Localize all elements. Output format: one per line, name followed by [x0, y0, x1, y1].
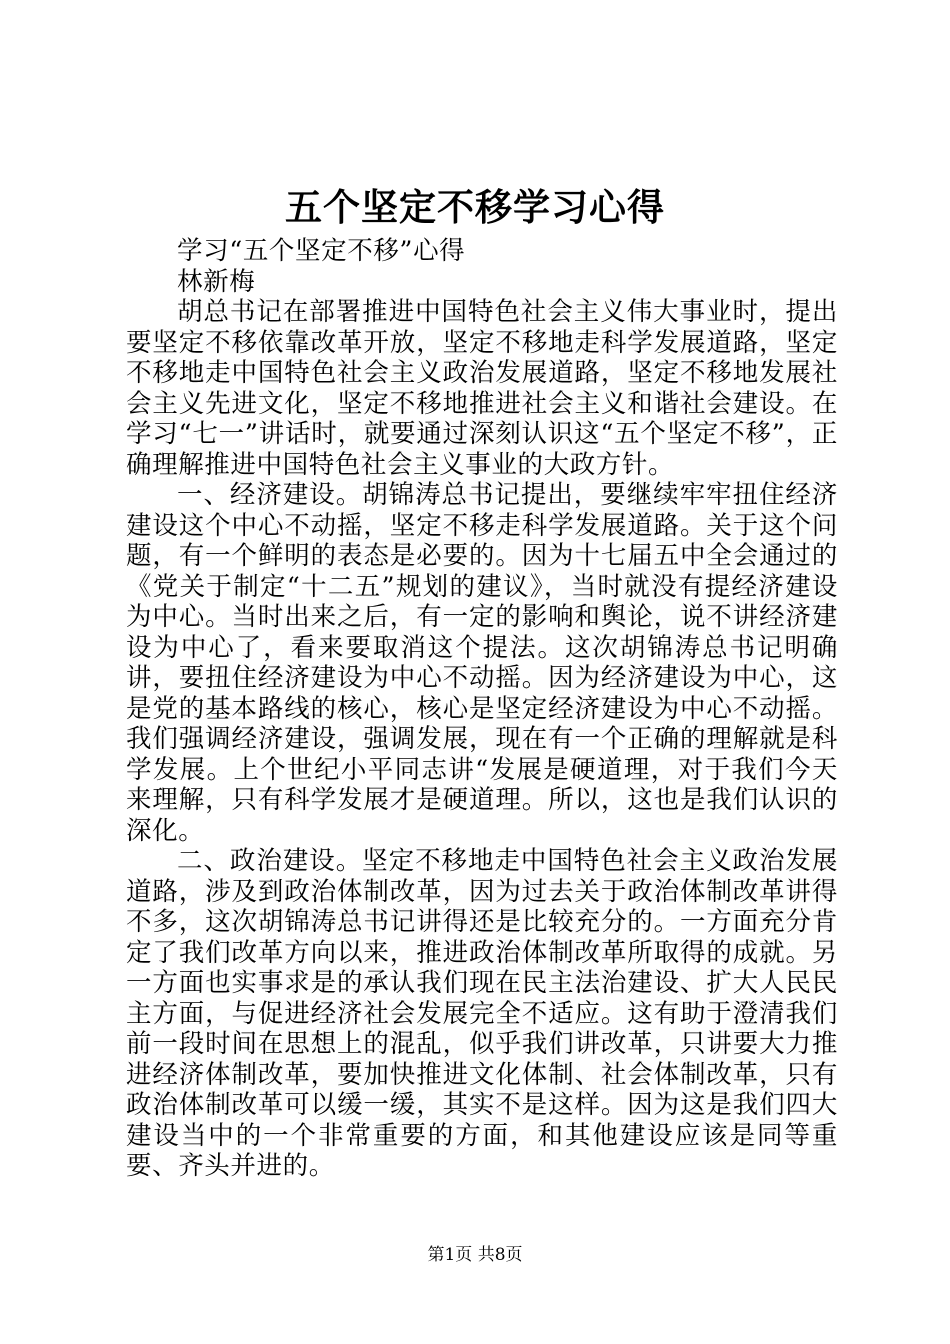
paragraph-intro: 胡总书记在部署推进中国特色社会主义伟大事业时，提出要坚定不移依靠改革开放，坚定不移地走科学发展道路，坚定不移地走中国特色社会主义政治发展道路，坚定不移地发展社会主义先进文化，坚定不移地推进社会主义和谐社会建设。在学习“七一”讲话时，就要通过深刻认识这“五个坚定不移”，正确理解推进中国特色社会主义事业的大政方针。: [126, 297, 838, 480]
paragraph-political-construction: 二、政治建设。坚定不移地走中国特色社会主义政治发展道路，涉及到政治体制改革，因为过去关于政治体制改革讲得不多，这次胡锦涛总书记讲得还是比较充分的。一方面充分肯定了我们改革方向以来，推进政治体制改革所取得的成就。另一方面也实事求是的承认我们现在民主法治建设、扩大人民民主方面，与促进经济社会发展完全不适应。这有助于澄清我们前一段时间在思想上的混乱，似乎我们讲改革，只讲要大力推进经济体制改革，要加快推进文化体制、社会体制改革，只有政治体制改革可以缓一缓，其实不是这样。因为这是我们四大建设当中的一个非常重要的方面，和其他建设应该是同等重要、齐头并进的。: [126, 846, 838, 1181]
page-number-footer: 第1页 共8页: [427, 1245, 523, 1265]
document-author: 林新梅: [177, 266, 256, 297]
document-body: [126, 236, 838, 1182]
paragraph-economic-construction: 一、经济建设。胡锦涛总书记提出，要继续牢牢扭住经济建设这个中心不动摇，坚定不移走科学发展道路。关于这个问题，有一个鲜明的表态是必要的。因为十七届五中全会通过的《党关于制定“十二五”规划的建议》，当时就没有提经济建设为中心。当时出来之后，有一定的影响和舆论，说不讲经济建设为中心了，看来要取消这个提法。这次胡锦涛总书记明确讲，要扭住经济建设为中心不动摇。因为经济建设为中心，这是党的基本路线的核心，核心是坚定经济建设为中心不动摇。我们强调经济建设，强调发展，现在有一个正确的理解就是科学发展。上个世纪小平同志讲“发展是硬道理，对于我们今天来理解，只有科学发展才是硬道理。所以，这也是我们认识的深化。: [126, 480, 838, 846]
document-title: 五个坚定不移学习心得: [285, 185, 665, 229]
document-subtitle: 学习“五个坚定不移”心得: [177, 236, 466, 266]
